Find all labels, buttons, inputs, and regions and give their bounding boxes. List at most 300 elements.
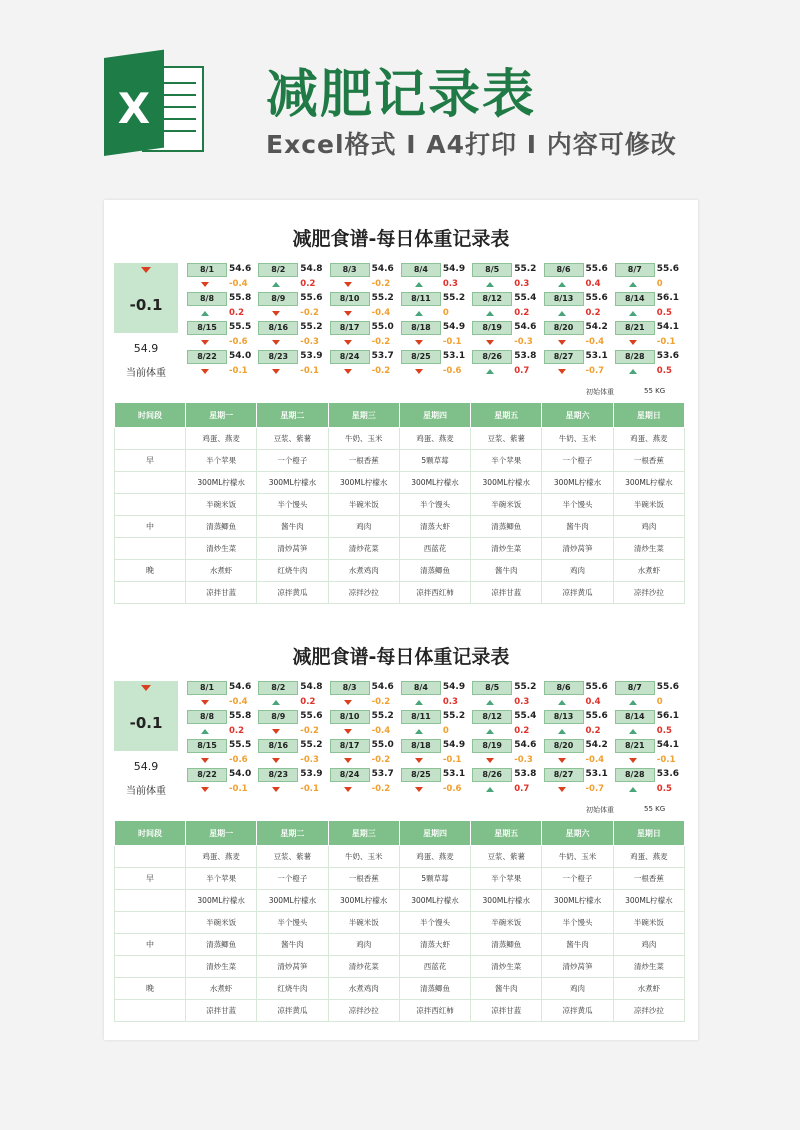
table-header-row [115, 403, 685, 428]
table-cell: 水煮鸡肉 [328, 978, 399, 1000]
table-cell: 水煮虾 [186, 978, 257, 1000]
date-label: 8/27 [544, 350, 584, 364]
down-triangle-icon [558, 758, 566, 763]
weight-change-value: -0.2 [371, 755, 391, 765]
table-header-cell: 星期五 [471, 403, 542, 428]
date-label: 8/11 [401, 292, 441, 306]
date-label: 8/8 [187, 292, 227, 306]
down-triangle-icon [201, 369, 209, 374]
table-cell: 半碗米饭 [328, 494, 399, 516]
date-label: 8/22 [187, 350, 227, 364]
table-header-cell: 时间段 [115, 821, 186, 846]
table-cell: 凉拌甘蓝 [471, 1000, 542, 1022]
table-cell: 一个橙子 [542, 450, 613, 472]
table-header-cell: 星期六 [542, 403, 613, 428]
day-cell [187, 321, 257, 351]
table-cell: 半个馒头 [542, 912, 613, 934]
weight-change-value: -0.4 [585, 755, 605, 765]
table-cell: 300ML柠檬水 [399, 890, 470, 912]
table-cell: 鸡蛋、燕麦 [613, 428, 684, 450]
date-label: 8/9 [258, 292, 298, 306]
weight-change-value: 0.3 [514, 279, 530, 289]
down-triangle-icon [201, 282, 209, 287]
weight-value: 54.1 [656, 322, 680, 332]
table-cell: 清炒花菜 [328, 956, 399, 978]
weight-value: 54.8 [300, 682, 323, 692]
date-label: 8/21 [615, 739, 655, 753]
initial-weight-value: 55 KG [644, 805, 666, 813]
weight-change-value: -0.4 [585, 337, 605, 347]
table-cell: 鸡蛋、燕麦 [186, 428, 257, 450]
table-cell: 鸡肉 [613, 934, 684, 956]
table-header-cell: 星期日 [613, 403, 684, 428]
day-cell [258, 739, 328, 769]
day-cell [187, 292, 257, 322]
day-cell [401, 768, 471, 798]
meal-plan-table [114, 402, 685, 604]
day-cell [472, 321, 542, 351]
table-cell: 清炒生菜 [186, 956, 257, 978]
down-triangle-icon [486, 340, 494, 345]
day-cell [187, 350, 257, 380]
day-cell [544, 681, 614, 711]
table-cell: 半碗米饭 [328, 912, 399, 934]
weight-value: 54.6 [229, 682, 252, 692]
down-triangle-icon [344, 758, 352, 763]
weight-value: 54.6 [514, 740, 537, 750]
date-label: 8/3 [330, 681, 370, 695]
weight-value: 54.0 [229, 351, 252, 361]
date-label: 8/22 [187, 768, 227, 782]
day-cell [401, 710, 471, 740]
day-cell [615, 681, 685, 711]
day-cell [472, 263, 542, 293]
table-cell: 300ML柠檬水 [328, 890, 399, 912]
down-triangle-icon [558, 787, 566, 792]
table-row [115, 428, 685, 450]
weight-change-value: -0.3 [514, 755, 533, 765]
weight-change-value: 0.2 [229, 726, 245, 736]
day-cell [330, 710, 400, 740]
total-change-box [114, 263, 178, 333]
table-cell: 一根香蕉 [328, 450, 399, 472]
table-cell: 清炒生菜 [613, 538, 684, 560]
table-cell: 清炒莴笋 [542, 956, 613, 978]
weight-change-value: -0.1 [229, 784, 248, 794]
table-cell: 清炒莴笋 [257, 538, 328, 560]
up-triangle-icon [486, 729, 494, 734]
table-cell: 凉拌黄瓜 [257, 582, 328, 604]
meal-period-cell: 早 [115, 868, 186, 890]
weight-value: 55.2 [300, 322, 323, 332]
table-row [115, 560, 685, 582]
weight-change-value: 0.5 [656, 784, 672, 794]
day-cell [258, 263, 328, 293]
weight-value: 53.1 [442, 351, 466, 361]
weight-value: 54.6 [514, 322, 537, 332]
day-cell [401, 263, 471, 293]
weight-value: 56.1 [656, 711, 680, 721]
weight-change-value: -0.2 [371, 366, 391, 376]
table-row [115, 890, 685, 912]
up-triangle-icon [201, 729, 209, 734]
table-row [115, 956, 685, 978]
date-label: 8/19 [472, 321, 512, 335]
weight-change-value: -0.4 [229, 279, 248, 289]
date-label: 8/26 [472, 350, 512, 364]
up-triangle-icon [486, 369, 494, 374]
day-cell [472, 681, 542, 711]
weight-value: 53.1 [585, 351, 608, 361]
date-label: 8/11 [401, 710, 441, 724]
meal-period-cell [115, 1000, 186, 1022]
weight-change-value: -0.3 [514, 337, 533, 347]
down-triangle-icon [415, 787, 423, 792]
date-label: 8/18 [401, 321, 441, 335]
table-cell: 半个馒头 [542, 494, 613, 516]
day-cell [544, 350, 614, 380]
weight-change-value: -0.6 [229, 755, 248, 765]
day-cell [615, 321, 685, 351]
weight-change-value: -0.1 [300, 784, 319, 794]
down-triangle-icon [344, 700, 352, 705]
table-cell: 清蒸大虾 [399, 934, 470, 956]
up-triangle-icon [629, 787, 637, 792]
meal-period-cell [115, 472, 186, 494]
weight-value: 54.0 [229, 769, 252, 779]
weight-value: 54.9 [442, 264, 466, 274]
current-weight-value: 54.9 [133, 342, 159, 355]
table-cell: 酱牛肉 [471, 978, 542, 1000]
up-triangle-icon [629, 282, 637, 287]
date-label: 8/28 [615, 768, 655, 782]
table-cell: 清炒生菜 [471, 956, 542, 978]
day-cell [615, 263, 685, 293]
day-cell [401, 321, 471, 351]
weight-value: 55.6 [585, 264, 608, 274]
date-label: 8/16 [258, 321, 298, 335]
table-row [115, 494, 685, 516]
table-cell: 一个橙子 [257, 868, 328, 890]
down-arrow-icon [141, 267, 151, 273]
date-label: 8/15 [187, 739, 227, 753]
total-change-value: -0.1 [129, 296, 163, 314]
table-header-cell: 星期二 [257, 403, 328, 428]
up-triangle-icon [558, 729, 566, 734]
meal-period-cell: 晚 [115, 560, 186, 582]
weight-value: 55.8 [229, 711, 252, 721]
down-triangle-icon [629, 340, 637, 345]
date-label: 8/23 [258, 350, 298, 364]
table-cell: 清蒸鲫鱼 [471, 516, 542, 538]
day-cell [258, 710, 328, 740]
date-label: 8/21 [615, 321, 655, 335]
date-label: 8/7 [615, 681, 655, 695]
table-cell: 半碗米饭 [471, 494, 542, 516]
weight-change-value: 0.7 [514, 784, 530, 794]
table-cell: 300ML柠檬水 [471, 890, 542, 912]
table-cell: 豆浆、紫薯 [471, 428, 542, 450]
weight-value: 55.6 [656, 264, 680, 274]
table-cell: 凉拌西红柿 [399, 1000, 470, 1022]
weight-value: 55.6 [656, 682, 680, 692]
weight-value: 54.1 [656, 740, 680, 750]
table-cell: 凉拌甘蓝 [471, 582, 542, 604]
weight-value: 53.6 [656, 769, 680, 779]
weight-change-value: 0.7 [514, 366, 530, 376]
table-cell: 凉拌沙拉 [328, 582, 399, 604]
weight-value: 53.9 [300, 769, 323, 779]
table-header-cell: 星期三 [328, 821, 399, 846]
table-cell: 水煮鸡肉 [328, 560, 399, 582]
date-label: 8/5 [472, 263, 512, 277]
weight-change-value: 0.2 [300, 279, 316, 289]
day-cell [187, 768, 257, 798]
table-cell: 牛奶、玉米 [328, 846, 399, 868]
total-change-box [114, 681, 178, 751]
meal-period-cell: 晚 [115, 978, 186, 1000]
weight-value: 55.0 [371, 740, 394, 750]
sheet-title: 减肥食谱-每日体重记录表 [292, 228, 510, 250]
date-label: 8/17 [330, 739, 370, 753]
day-cell [544, 768, 614, 798]
weight-change-value: 0.3 [442, 697, 458, 707]
up-triangle-icon [486, 311, 494, 316]
table-row [115, 472, 685, 494]
table-header-cell: 星期一 [186, 403, 257, 428]
table-cell: 半碗米饭 [613, 912, 684, 934]
day-cell [187, 263, 257, 293]
table-cell: 凉拌沙拉 [328, 1000, 399, 1022]
down-triangle-icon [272, 787, 280, 792]
weight-value: 55.2 [371, 711, 394, 721]
date-label: 8/2 [258, 263, 298, 277]
down-triangle-icon [272, 729, 280, 734]
day-cell [187, 681, 257, 711]
weight-value: 55.2 [514, 682, 537, 692]
weight-change-value: 0.2 [585, 308, 601, 318]
date-label: 8/14 [615, 710, 655, 724]
weight-value: 54.9 [442, 322, 466, 332]
table-cell: 一根香蕉 [613, 450, 684, 472]
weight-value: 55.2 [442, 293, 466, 303]
table-row [115, 912, 685, 934]
weight-value: 54.9 [442, 682, 466, 692]
weight-value: 53.1 [585, 769, 608, 779]
up-triangle-icon [272, 282, 280, 287]
table-row [115, 868, 685, 890]
weight-change-value: 0.2 [300, 697, 316, 707]
day-cell [615, 350, 685, 380]
table-row [115, 846, 685, 868]
table-cell: 凉拌沙拉 [613, 1000, 684, 1022]
current-weight-label: 当前体重 [126, 368, 166, 379]
weight-value: 55.4 [514, 293, 537, 303]
weight-change-value: -0.1 [656, 755, 676, 765]
table-header-cell: 星期一 [186, 821, 257, 846]
weight-change-value: -0.2 [300, 308, 319, 318]
date-label: 8/1 [187, 263, 227, 277]
date-label: 8/10 [330, 292, 370, 306]
table-cell: 清炒莴笋 [257, 956, 328, 978]
excel-logo-icon [104, 58, 204, 156]
table-cell: 凉拌黄瓜 [257, 1000, 328, 1022]
weight-value: 55.4 [514, 711, 537, 721]
day-cell [401, 350, 471, 380]
date-label: 8/25 [401, 350, 441, 364]
weight-change-value: -0.4 [371, 726, 391, 736]
meal-period-cell: 中 [115, 934, 186, 956]
table-cell: 一个橙子 [257, 450, 328, 472]
down-triangle-icon [344, 729, 352, 734]
table-cell: 凉拌沙拉 [613, 582, 684, 604]
table-cell: 半个馒头 [257, 494, 328, 516]
date-label: 8/6 [544, 681, 584, 695]
weight-change-value: 0.3 [514, 697, 530, 707]
date-label: 8/4 [401, 263, 441, 277]
table-cell: 凉拌黄瓜 [542, 582, 613, 604]
weight-change-value: -0.3 [300, 337, 319, 347]
down-triangle-icon [201, 758, 209, 763]
up-triangle-icon [415, 700, 423, 705]
table-cell: 鸡蛋、燕麦 [399, 428, 470, 450]
day-cell [544, 263, 614, 293]
day-cell [472, 292, 542, 322]
up-triangle-icon [201, 311, 209, 316]
table-cell: 300ML柠檬水 [186, 472, 257, 494]
main-title: 减肥记录表 [266, 65, 537, 125]
date-label: 8/25 [401, 768, 441, 782]
table-cell: 红烧牛肉 [257, 978, 328, 1000]
weight-change-value: 0 [442, 726, 449, 736]
table-header-cell: 星期四 [399, 821, 470, 846]
weight-change-value: -0.2 [371, 697, 391, 707]
down-triangle-icon [201, 787, 209, 792]
table-cell: 豆浆、紫薯 [257, 428, 328, 450]
day-cell [258, 681, 328, 711]
table-row [115, 538, 685, 560]
record-section-2 [104, 618, 698, 1018]
date-label: 8/14 [615, 292, 655, 306]
weight-value: 55.0 [371, 322, 394, 332]
weight-change-value: 0.4 [585, 697, 601, 707]
day-cell [544, 710, 614, 740]
date-label: 8/24 [330, 768, 370, 782]
table-cell: 清蒸鲫鱼 [471, 934, 542, 956]
weight-change-value: -0.2 [371, 337, 391, 347]
weight-change-value: 0 [656, 279, 663, 289]
table-cell: 酱牛肉 [257, 934, 328, 956]
down-triangle-icon [558, 369, 566, 374]
table-cell: 清蒸鲫鱼 [399, 560, 470, 582]
day-cell [401, 681, 471, 711]
date-label: 8/16 [258, 739, 298, 753]
table-cell: 一根香蕉 [328, 868, 399, 890]
table-cell: 水煮虾 [613, 560, 684, 582]
table-cell: 300ML柠檬水 [542, 472, 613, 494]
table-cell: 清蒸大虾 [399, 516, 470, 538]
table-cell: 清蒸鲫鱼 [186, 516, 257, 538]
up-triangle-icon [629, 729, 637, 734]
weight-value: 55.6 [300, 293, 323, 303]
down-triangle-icon [344, 340, 352, 345]
table-header-cell: 星期五 [471, 821, 542, 846]
table-cell: 水煮虾 [613, 978, 684, 1000]
day-cell [330, 263, 400, 293]
table-row [115, 516, 685, 538]
weight-change-value: -0.6 [442, 784, 462, 794]
meal-period-cell [115, 582, 186, 604]
weight-value: 54.2 [585, 740, 608, 750]
weight-change-value: -0.6 [229, 337, 248, 347]
weight-value: 55.6 [585, 682, 608, 692]
day-cell [472, 768, 542, 798]
sheet-title: 减肥食谱-每日体重记录表 [292, 646, 510, 668]
date-label: 8/20 [544, 739, 584, 753]
day-cell [330, 350, 400, 380]
table-cell: 鸡肉 [613, 516, 684, 538]
table-cell: 半碗米饭 [186, 912, 257, 934]
initial-weight-value: 55 KG [644, 387, 666, 395]
weight-change-value: -0.1 [229, 366, 248, 376]
weight-value: 55.2 [514, 264, 537, 274]
table-cell: 半个馒头 [257, 912, 328, 934]
up-triangle-icon [629, 311, 637, 316]
down-triangle-icon [272, 758, 280, 763]
weight-change-value: -0.4 [371, 308, 391, 318]
date-label: 8/5 [472, 681, 512, 695]
table-cell: 酱牛肉 [542, 516, 613, 538]
table-cell: 5颗草莓 [399, 868, 470, 890]
down-triangle-icon [201, 700, 209, 705]
meal-period-cell: 早 [115, 450, 186, 472]
weight-change-value: -0.3 [300, 755, 319, 765]
table-cell: 5颗草莓 [399, 450, 470, 472]
weight-change-value: 0.3 [442, 279, 458, 289]
date-label: 8/12 [472, 710, 512, 724]
date-label: 8/9 [258, 710, 298, 724]
meal-period-cell [115, 912, 186, 934]
weight-change-value: -0.6 [442, 366, 462, 376]
date-label: 8/26 [472, 768, 512, 782]
table-cell: 西蓝花 [399, 538, 470, 560]
weight-value: 55.6 [585, 711, 608, 721]
table-header-cell: 星期四 [399, 403, 470, 428]
table-cell: 凉拌甘蓝 [186, 582, 257, 604]
day-cell [472, 739, 542, 769]
table-cell: 鸡肉 [328, 934, 399, 956]
table-row [115, 934, 685, 956]
weight-change-value: -0.1 [442, 755, 462, 765]
weight-change-value: -0.2 [371, 279, 391, 289]
down-triangle-icon [558, 340, 566, 345]
day-cell [258, 768, 328, 798]
table-cell: 水煮虾 [186, 560, 257, 582]
weight-value: 53.9 [300, 351, 323, 361]
table-cell: 清炒花菜 [328, 538, 399, 560]
day-cell [330, 739, 400, 769]
day-cell [258, 321, 328, 351]
day-cell [330, 292, 400, 322]
weight-change-value: 0.2 [514, 726, 530, 736]
table-cell: 清炒莴笋 [542, 538, 613, 560]
table-cell: 半个苹果 [471, 450, 542, 472]
table-cell: 半个馒头 [399, 494, 470, 516]
table-cell: 鸡蛋、燕麦 [186, 846, 257, 868]
meal-period-cell [115, 956, 186, 978]
table-cell: 酱牛肉 [471, 560, 542, 582]
down-arrow-icon [141, 685, 151, 691]
